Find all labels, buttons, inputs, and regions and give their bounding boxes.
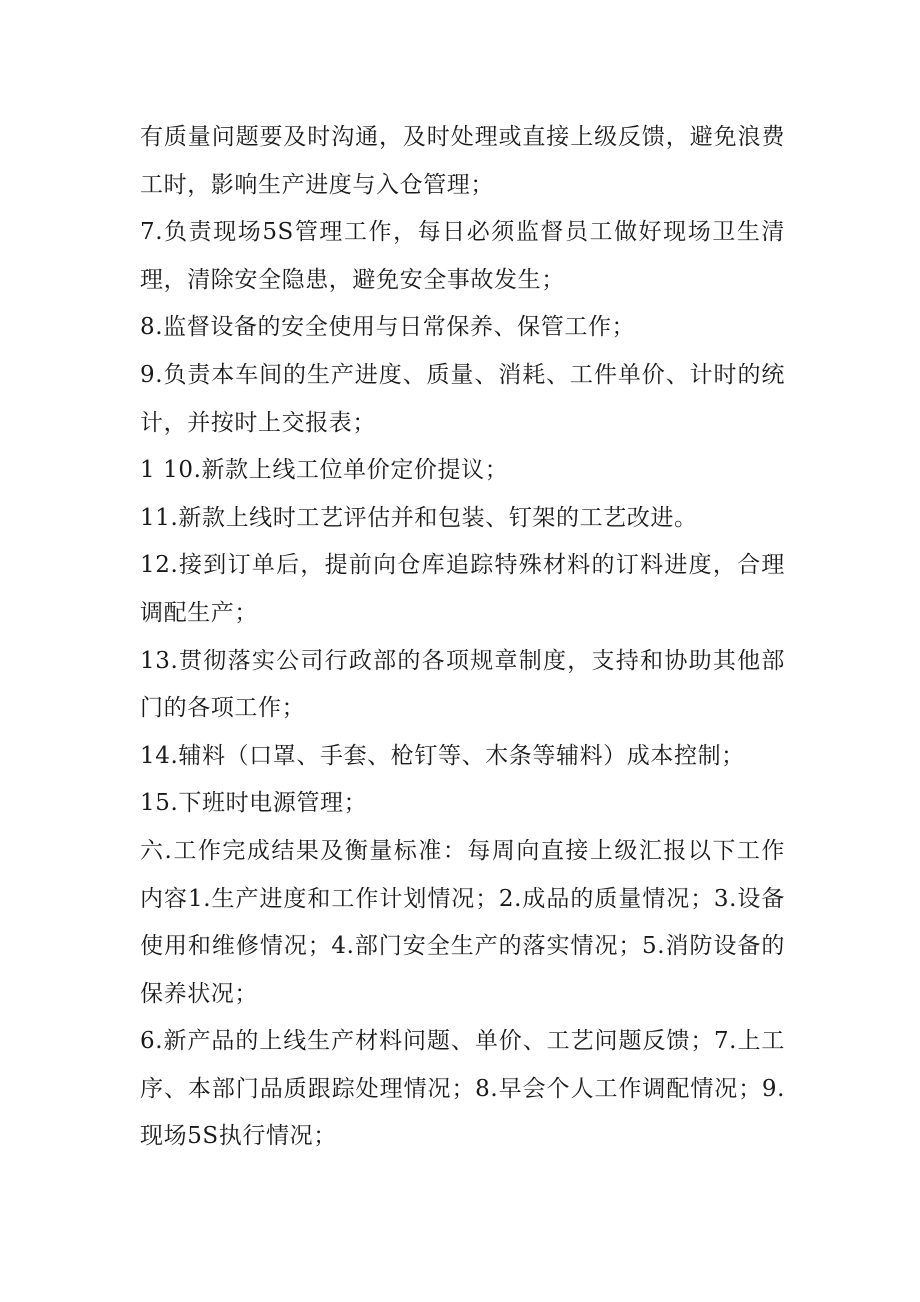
paragraph-item-10: 1 10.新款上线工位单价定价提议； <box>140 457 509 484</box>
paragraph-quality-feedback: 有质量问题要及时沟通，及时处理或直接上级反馈，避免浪费工时，影响生产进度与入仓管理； <box>140 124 785 198</box>
paragraph-section-6: 六.工作完成结果及衡量标准：每周向直接上级汇报以下工作内容1.生产进度和工作计划情况；2.成品的质量情况；3.设备使用和维修情况；4.部门安全生产的落实情况；5.消防设备的保养状况； <box>140 837 785 1007</box>
paragraph-item-13: 13.贯彻落实公司行政部的各项规章制度，支持和协助其他部门的各项工作； <box>140 647 785 722</box>
paragraph-item-11: 11.新款上线时工艺评估并和包装、钉架的工艺改进。 <box>140 504 698 531</box>
paragraph-item-14: 14.辅料（口罩、手套、枪钉等、木条等辅料）成本控制； <box>140 742 745 769</box>
document-body <box>140 114 785 1161</box>
paragraph-item-7: 7.负责现场5S管理工作，每日必须监督员工做好现场卫生清理，清除安全隐患，避免安全事故发生； <box>140 219 785 293</box>
paragraph-item-12: 12.接到订单后，提前向仓库追踪特殊材料的订料进度，合理调配生产； <box>140 552 785 626</box>
paragraph-report-items: 6.新产品的上线生产材料问题、单价、工艺问题反馈；7.上工序、本部门品质跟踪处理情况；8.早会个人工作调配情况；9.现场5S执行情况； <box>140 1028 785 1150</box>
paragraph-item-9: 9.负责本车间的生产进度、质量、消耗、工件单价、计时的统计，并按时上交报表； <box>140 361 785 436</box>
paragraph-item-8: 8.监督设备的安全使用与日常保养、保管工作； <box>140 314 636 341</box>
paragraph-item-15: 15.下班时电源管理； <box>140 790 368 817</box>
